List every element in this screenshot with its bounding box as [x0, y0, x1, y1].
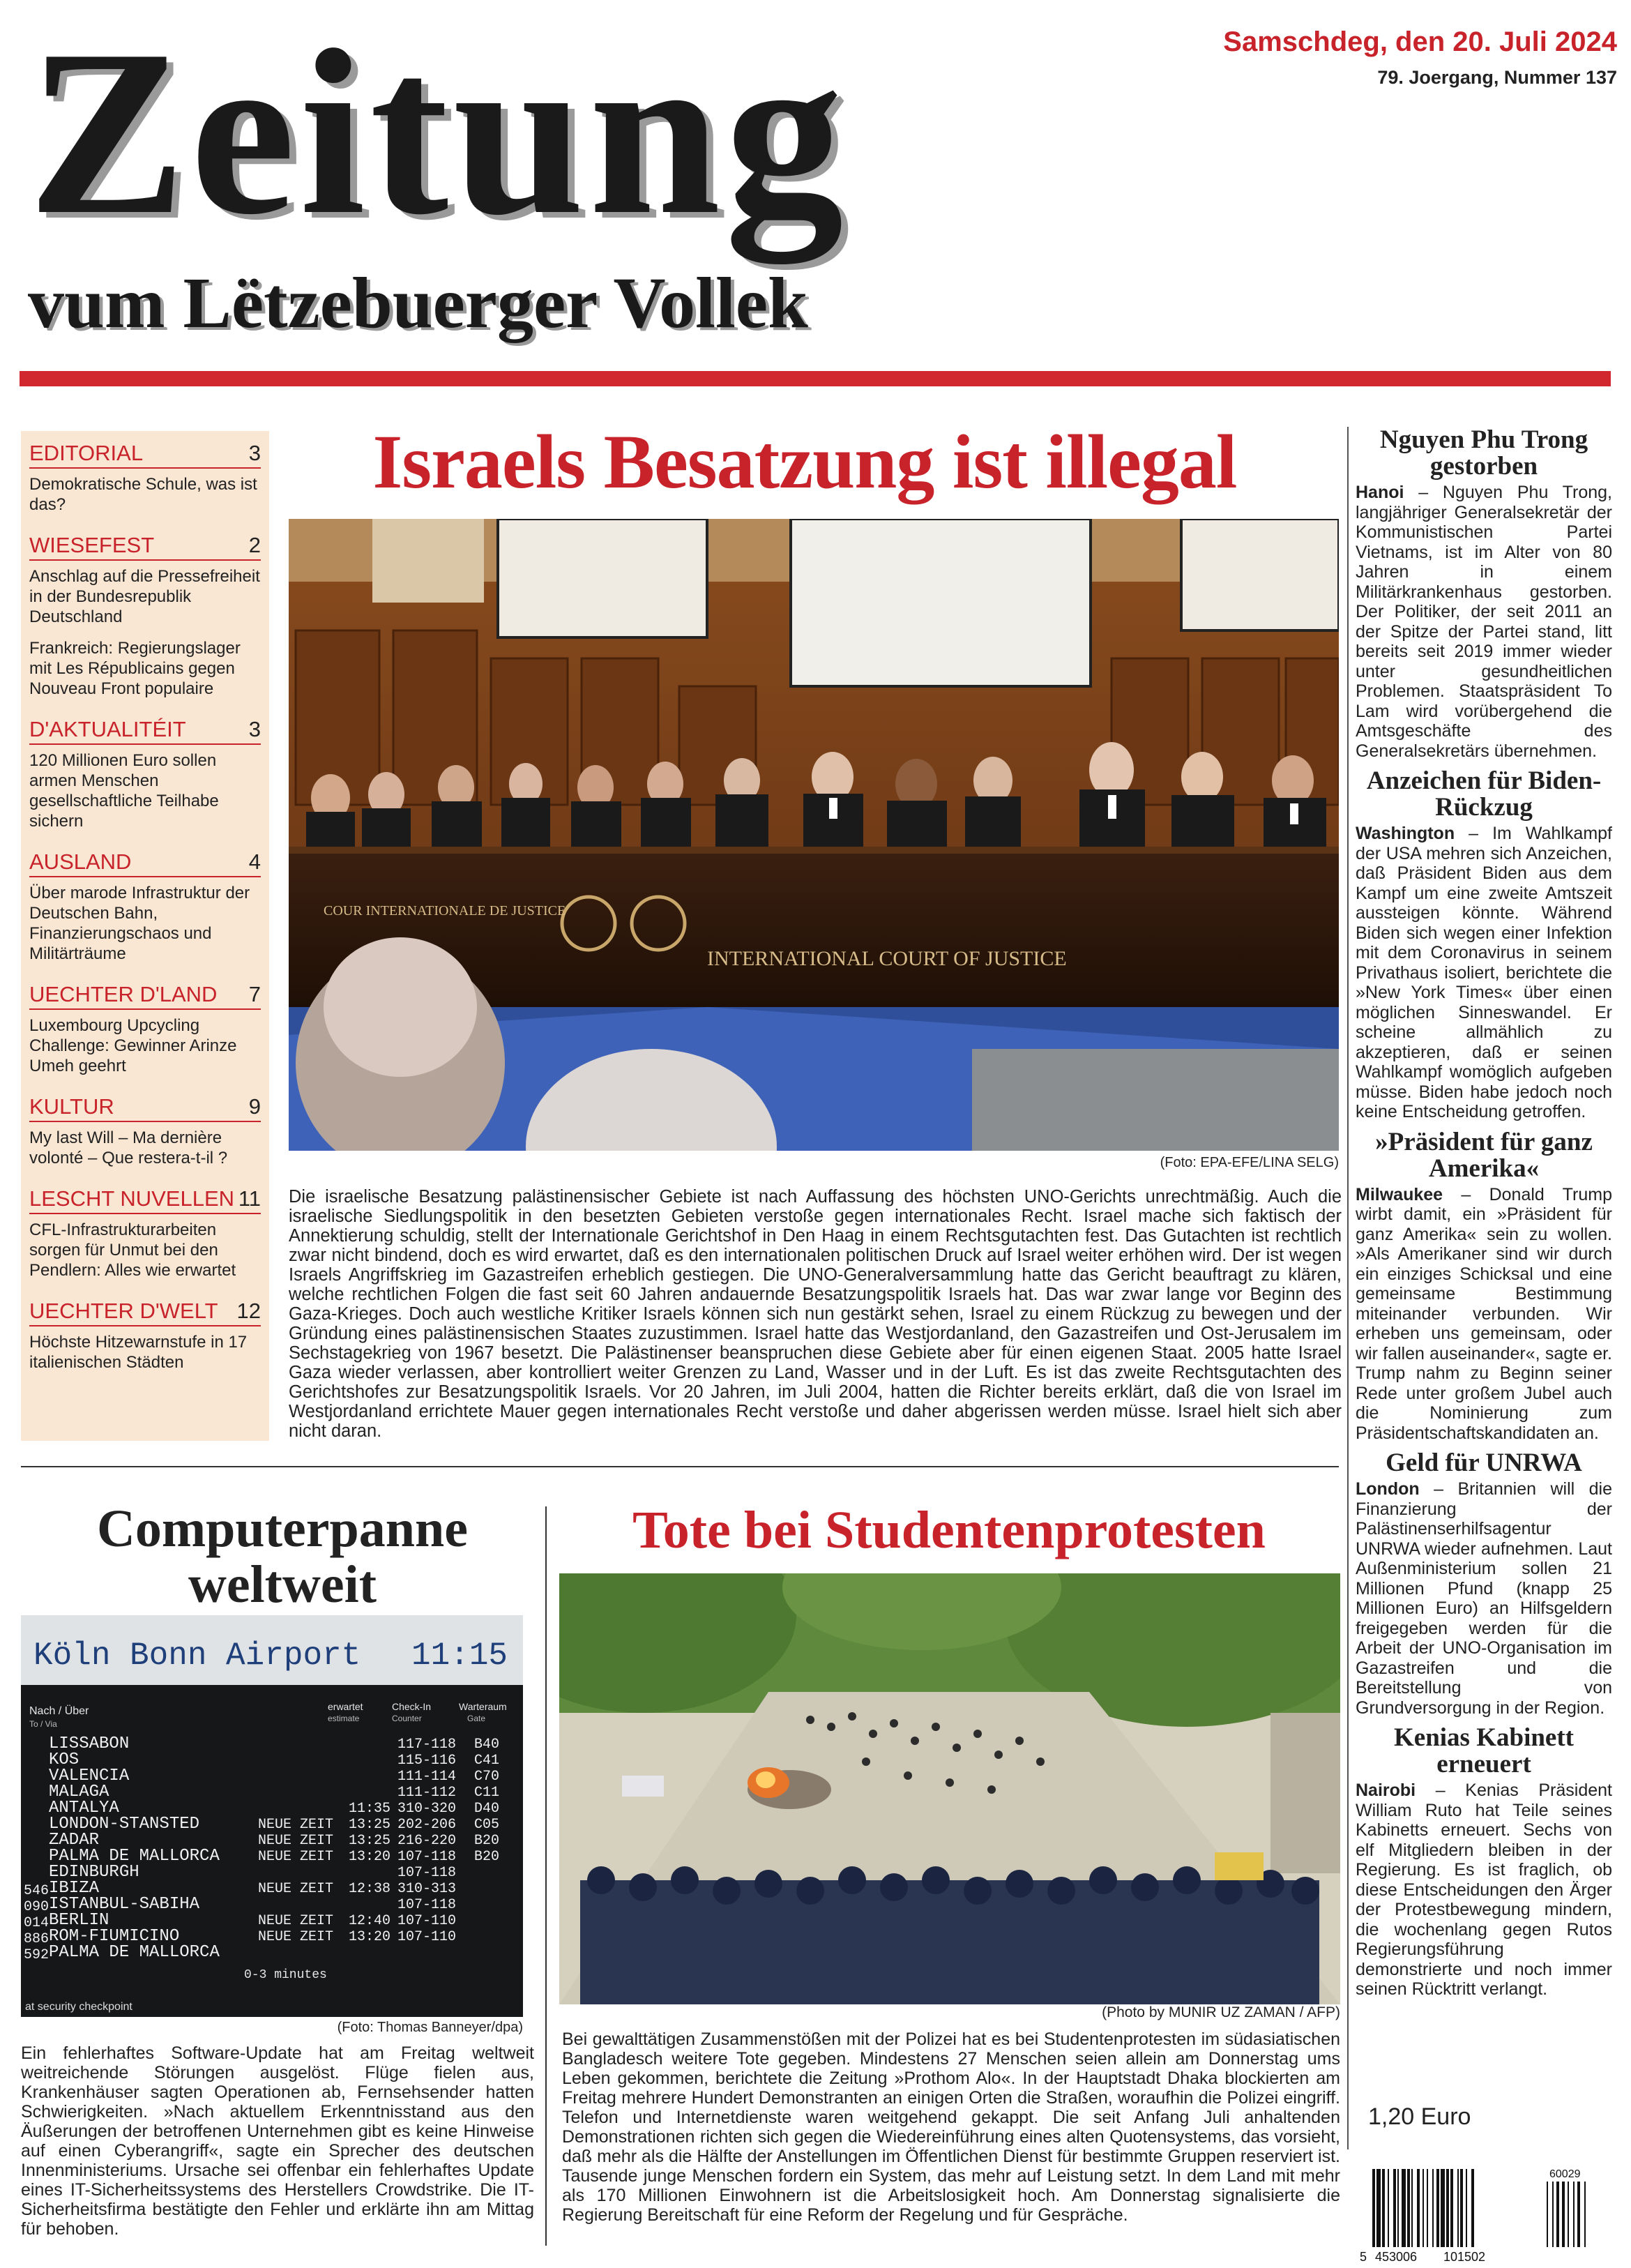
barcode-addon-bar	[1552, 2182, 1554, 2247]
board-counter: 216-220	[397, 1833, 457, 1849]
board-gate: C70	[474, 1769, 500, 1785]
barcode-bar	[1423, 2169, 1424, 2247]
barcode-bar	[1466, 2169, 1467, 2247]
toc-item: Höchste Hitzewarnstufe in 17 italienischen Städten	[29, 1333, 248, 1372]
news-briefs-column	[1356, 427, 1612, 2006]
barcode-bar	[1432, 2169, 1434, 2247]
board-counter: 115-116	[397, 1753, 457, 1769]
barcode-addon-bar	[1562, 2182, 1565, 2247]
barcode-bar	[1457, 2169, 1459, 2247]
brief-headline: Nguyen Phu Trong gestorben	[1379, 425, 1588, 481]
board-new-time: 13:20	[349, 1849, 391, 1865]
board-flight-number: 090	[24, 1899, 50, 1915]
barcode-bar	[1460, 2169, 1463, 2247]
board-counter: 107-118	[397, 1897, 457, 1913]
toc-item: Demokratische Schule, was ist das?	[29, 475, 257, 514]
lead-photo-credit: (Foto: EPA-EFE/LINA SELG)	[1160, 1155, 1339, 1170]
courtroom-illustration	[289, 519, 1339, 1151]
board-counter: 202-206	[397, 1817, 457, 1833]
issue-date: Samschdeg, den 20. Juli 2024	[1223, 27, 1617, 57]
toc-section-name: LESCHT NUVELLEN	[29, 1186, 235, 1211]
barcode-bar	[1388, 2169, 1389, 2247]
news-brief	[1356, 1450, 1612, 1718]
toc-section	[29, 849, 261, 964]
computer-body-text: Ein fehlerhaftes Software-Update hat am Freitag weltweit weitreichende Störungen ausgelöst. Flüge fielen aus, Krankenhäuser sagten Operationen ab, Fernsehsender hatten Schwierigkeiten. »Nach aktuellem Erkenntnisstand aus den Äußerungen der betroffenen Unternehmen gibt es keine Hinweise auf einen Cyberangriff«, sagte ein Sprecher des deutschen Innenministeriums. Ursache sei offenbar ein fehlerhaftes Update eines IT-Sicherheitssystems des Herstellers Crowdstrike. Die IT-Sicherheitsfirma bestätigte den Fehler und erklärte ihn am Mittag für behoben.	[21, 2043, 534, 2239]
board-flight-number: 014	[24, 1915, 50, 1931]
airport-board-photo	[21, 1615, 523, 2017]
toc-section-name: EDITORIAL	[29, 441, 144, 465]
board-new-time: 12:38	[349, 1881, 391, 1897]
barcode-first-digit: 5	[1360, 2250, 1367, 2264]
lead-headline: Israels Besatzung ist illegal	[372, 419, 1237, 504]
board-gate: C05	[474, 1817, 500, 1833]
brief-text: – Nguyen Phu Trong, langjähriger Generalsekretär der Kommunistischen Partei Vietnams, ist im Alter von 80 Jahren in einem Militärkrankenhaus gestorben. Der Politiker, der seit 2011 an der Spitze der Partei stand, litt bereits seit 2019 immer wieder unter gesundheitlichen Problemen. Staatspräsident To Lam wird vorübergehend die Amtsgeschäfte des Generalsekretärs übernehmen.	[1356, 483, 1612, 761]
toc-section-header	[29, 441, 261, 469]
barcode-bar	[1393, 2169, 1396, 2247]
barcode-bar	[1436, 2169, 1439, 2247]
barcode-left-digits: 453006	[1375, 2250, 1418, 2264]
board-col-counter: Counter	[392, 1714, 422, 1723]
board-gate: B40	[474, 1737, 500, 1753]
toc-section-name: KULTUR	[29, 1094, 114, 1119]
barcode-addon-bar	[1568, 2182, 1569, 2247]
board-destination: VALENCIA	[49, 1767, 130, 1785]
toc-item: 120 Millionen Euro sollen armen Menschen gesellschaftliche Teilhabe sichern	[29, 751, 219, 831]
brief-dateline: London	[1356, 1479, 1420, 1499]
board-col-expected: erwartet	[328, 1701, 363, 1712]
board-destination: ZADAR	[49, 1831, 100, 1850]
barcode-bar	[1450, 2169, 1453, 2247]
board-new-time: 13:25	[349, 1833, 391, 1849]
barcode-addon-bar	[1556, 2182, 1559, 2247]
lead-photo-icj	[289, 519, 1339, 1151]
toc-section-header	[29, 849, 261, 877]
board-counter: 107-110	[397, 1929, 457, 1945]
board-airport-name: Köln Bonn Airport	[33, 1638, 361, 1674]
toc-section-name: UECHTER D'LAND	[29, 982, 218, 1006]
brief-headline: Anzeichen für Biden-Rückzug	[1366, 766, 1602, 822]
board-new-time: 13:25	[349, 1817, 391, 1833]
toc-item: My last Will – Ma dernière volonté – Que restera-t-il ?	[29, 1128, 228, 1167]
board-destination: PALMA DE MALLORCA	[49, 1847, 220, 1866]
board-destination: EDINBURGH	[49, 1863, 139, 1882]
ean-barcode	[1360, 2168, 1601, 2264]
toc-section-name: D'AKTUALITÉIT	[29, 717, 186, 741]
toc-section	[29, 1094, 261, 1168]
toc-item: Über marode Infrastruktur der Deutschen Bahn, Finanzierungschaos und Militärträume	[29, 884, 250, 963]
toc-section-header	[29, 1299, 261, 1326]
board-footer: at security checkpoint	[25, 2001, 132, 2013]
barcode-bar	[1397, 2169, 1399, 2247]
barcode-bar	[1376, 2169, 1381, 2247]
departure-board	[21, 1615, 523, 2017]
toc-section-name: AUSLAND	[29, 849, 132, 874]
board-destination: KOS	[49, 1751, 79, 1769]
board-counter: 310-320	[397, 1801, 457, 1817]
board-col-waiting: Warteraum	[459, 1701, 507, 1712]
board-flight-number: 886	[24, 1931, 50, 1947]
board-clock: 11:15	[411, 1638, 508, 1674]
toc-section	[29, 533, 261, 699]
board-gate: D40	[474, 1801, 500, 1817]
board-destination: BERLIN	[49, 1911, 109, 1930]
board-status: NEUE ZEIT	[258, 1881, 334, 1897]
brief-dateline: Nairobi	[1356, 1781, 1416, 1800]
board-col-estimate: estimate	[328, 1714, 360, 1723]
brief-headline: Geld für UNRWA	[1386, 1449, 1582, 1477]
toc-page-number: 3	[248, 717, 261, 741]
brief-text: – Britannien will die Finanzierung der Palästinenserhilfsagentur UNRWA wieder aufnehmen. Laut Außenministerium sollen 21 Millionen Pfund (knapp 25 Millionen Euro) an Hilfsgeldern freigegeben werden für die Arbeit der UNO-Organisation im Gazastreifen und die Bereitstellung von Grundversorgung in der Region.	[1356, 1479, 1612, 1718]
board-col-via: To / Via	[29, 1719, 57, 1729]
toc-section	[29, 982, 261, 1076]
brief-dateline: Hanoi	[1356, 483, 1404, 502]
board-destination: LISSABON	[49, 1734, 130, 1753]
toc-page-number: 9	[248, 1094, 261, 1119]
board-status: NEUE ZEIT	[258, 1817, 334, 1833]
news-brief	[1356, 1129, 1612, 1444]
board-destination: ROM-FIUMICINO	[49, 1927, 180, 1946]
board-destination: IBIZA	[49, 1879, 100, 1898]
board-counter: 111-114	[397, 1769, 457, 1785]
barcode-right-digits: 101502	[1443, 2250, 1486, 2264]
board-counter: 310-313	[397, 1881, 457, 1897]
toc-page-number: 4	[248, 849, 261, 874]
toc-item: CFL-Infrastrukturarbeiten sorgen für Unmut bei den Pendlern: Alles wie erwartet	[29, 1220, 236, 1280]
barcode-addon-bar	[1577, 2182, 1580, 2247]
toc-section	[29, 441, 261, 515]
board-col-checkin: Check-In	[392, 1701, 432, 1712]
toc-section-header	[29, 1186, 261, 1214]
toc-section	[29, 1299, 261, 1373]
toc-page-number: 7	[248, 982, 261, 1006]
board-col-destination: Nach / Über	[29, 1705, 89, 1717]
toc-section	[29, 717, 261, 831]
brief-text: – Donald Trump wirbt damit, ein »Präsident für ganz Amerika« sein zu wollen. »Als Amerikaner sind wir durch ein einziges Schicksal und eine gemeinsame Bestimmung miteinander verbunden. Wir erheben uns gemeinsam, oder wir fallen auseinander«, sagte er. Trump nahm zu Beginn seiner Rede unter großem Jubel auch die Nominierung zum Präsidentschaftskandidaten an.	[1356, 1184, 1612, 1443]
barcode-addon-bar	[1584, 2182, 1586, 2247]
barcode-bar	[1417, 2169, 1420, 2247]
barcode-addon-bar	[1547, 2182, 1548, 2247]
barcode	[1360, 2168, 1601, 2264]
board-counter: 107-118	[397, 1865, 457, 1881]
board-col-gate: Gate	[467, 1714, 486, 1723]
protests-body-text: Bei gewalttätigen Zusammenstößen mit der Polizei hat es bei Studentenprotesten im südasiatischen Bangladesch weitere Tote gegeben. Mindestens 27 Menschen seien allein am Donnerstag ums Leben gekommen, berichtete die Zeitung »Prothom Alo«. In der Hauptstadt Dhaka blockierten am Freitag mehrere Hundert Demonstranten an einigen Orten die Straßen, woraufhin die Polizei eingriff. Telefon und Internetdienste waren weitgehend gekappt. Die seit Anfang Juli anhaltenden Demonstrationen richten sich gegen die Wiedereinführung eines alten Quotensystems, das vorsieht, daß mehr als die Hälfte der Anstellungen im Öffentlichen Dienst für bestimmte Gruppen reserviert ist. Tausende junge Menschen fordern ein System, das mehr auf Leistung setzt. In dem Land mit mehr als 170 Millionen Einwohnern ist die Arbeitslosigkeit hoch. Am Donnerstag signalisierte die Regierung Bereitschaft für eine Reform der Regelung und für Gespräche.	[562, 2029, 1340, 2225]
board-status: NEUE ZEIT	[258, 1929, 334, 1945]
board-counter: 107-110	[397, 1913, 457, 1929]
barcode-bar	[1427, 2169, 1428, 2247]
street-protest-illustration	[559, 1573, 1340, 2004]
toc-section-header	[29, 1094, 261, 1122]
toc-page-number: 11	[238, 1186, 261, 1211]
barcode-addon-digits: 60029	[1549, 2168, 1581, 2180]
board-new-time: 11:35	[349, 1801, 391, 1817]
court-sign-fr: COUR INTERNATIONALE DE JUSTICE	[324, 903, 566, 918]
board-status: NEUE ZEIT	[258, 1913, 334, 1929]
brief-body	[1356, 1185, 1612, 1444]
board-counter: 111-112	[397, 1785, 457, 1801]
masthead-rule	[20, 371, 1611, 386]
news-brief	[1356, 768, 1612, 1122]
table-of-contents	[21, 431, 269, 1441]
brief-dateline: Milwaukee	[1356, 1184, 1443, 1204]
barcode-addon-bar	[1573, 2182, 1575, 2247]
board-status: NEUE ZEIT	[258, 1833, 334, 1849]
barcode-bar	[1382, 2169, 1385, 2247]
masthead-title: Zeitung	[28, 1, 848, 264]
protests-photo-credit: (Photo by MUNIR UZ ZAMAN / AFP)	[1102, 2004, 1340, 2020]
board-gate: B20	[474, 1833, 500, 1849]
protests-headline: Tote bei Studentenprotesten	[632, 1501, 1266, 1559]
lead-body-text: Die israelische Besatzung palästinensischer Gebiete ist nach Auffassung des höchsten UNO-Gerichts unrechtmäßig. Auch die israelische Siedlungspolitik in den besetzten Gebieten verstoße gegen internationales Recht. Israel mache sich faktisch der Annektierung schuldig, stellt der Internationale Gerichtshof in Den Haag in einem Rechtsgutachten fest. Das Gutachten ist rechtlich zwar nicht bindend, doch es wird erwartet, daß es den internationalen politischen Druck auf Israel weiter erhöhen wird. Der ist wegen Israels Angriffskrieg im Gazastreifen erheblich gestiegen. Die UNO-Generalversammlung hatte das Gericht beauftragt zu klären, welche rechtlichen Folgen die fast seit 60 Jahren andauernde Besatzungspolitik Israels hat. Das war zwar lange vor Beginn des Gaza-Krieges. Doch auch westliche Kritiker Israels können sich nun gestärkt sehen, Israel zu einem Rückzug zu bewegen und der Gründung eines palästinensischen Staates zuzustimmen. Israel hatte das Westjordanland, den Gazastreifen und Ost-Jerusalem im Sechstagekrieg von 1967 besetzt. Die Palästinenser beanspruchen diese Gebiete aber für einen eigenen Staat. 2005 hatte Israel Gaza wieder verlassen, aber kontrolliert weiter Grenzen zu Land, Wasser und in der Luft. Es ist das zweite Rechtsgutachten des Gerichtshofes zur Besatzungspolitik Israels. Vor 20 Jahren, im Juli 2004, hatten die Richter bereits erklärt, daß die von Israel im Westjordanland errichtete Mauer gegen internationales Recht verstoße und daher abgerissen werden müsse. Israel hielt sich aber nicht daran.	[289, 1187, 1342, 1441]
board-gate: C41	[474, 1753, 500, 1769]
board-new-time: 13:20	[349, 1929, 391, 1945]
toc-page-number: 3	[248, 441, 261, 465]
board-destination: PALMA DE MALLORCA	[49, 1943, 220, 1962]
toc-page-number: 2	[248, 533, 261, 557]
brief-headline: Kenias Kabinett erneuert	[1394, 1723, 1574, 1778]
barcode-bar	[1402, 2169, 1406, 2247]
board-destination: ISTANBUL-SABIHA	[49, 1895, 200, 1914]
protests-photo	[559, 1573, 1340, 2004]
news-brief	[1356, 1725, 1612, 1999]
board-new-time: 12:40	[349, 1913, 391, 1929]
toc-section-header	[29, 533, 261, 561]
board-flight-number: 546	[24, 1883, 50, 1899]
column-divider	[545, 1506, 547, 2246]
brief-text: – Im Wahlkampf der USA mehren sich Anzeichen, daß Präsident Biden aus dem Kampf um eine zweite Amtszeit aussteigen könnte. Während Biden sich wegen einer Infektion mit dem Coronavirus in seinem Privathaus isoliert, berichtete die »New York Times« über einen möglichen Sinneswandel. Er scheine allmählich zu akzeptieren, daß er seinen Wahlkampf womöglich aufgeben müsse. Biden habe jedoch noch keine Entscheidung getroffen.	[1356, 824, 1612, 1121]
toc-page-number: 12	[236, 1299, 261, 1323]
toc-section-header	[29, 717, 261, 745]
barcode-bar	[1407, 2169, 1410, 2247]
barcode-bar	[1441, 2169, 1445, 2247]
computer-headline: Computerpanne weltweit	[96, 1499, 469, 1614]
barcode-bar	[1372, 2169, 1375, 2247]
right-column-rule	[1347, 427, 1349, 2149]
section-divider	[21, 1466, 1339, 1467]
cover-price: 1,20 Euro	[1368, 2103, 1471, 2130]
news-brief	[1356, 427, 1612, 761]
board-wait-note: 0-3 minutes	[244, 1968, 327, 1982]
computer-photo-credit: (Foto: Thomas Banneyer/dpa)	[337, 2020, 523, 2035]
toc-section-name: WIESEFEST	[29, 533, 155, 557]
brief-body	[1356, 483, 1612, 761]
issue-number: 79. Joergang, Nummer 137	[1377, 67, 1617, 88]
masthead-subtitle: vum Lëtzebuerger Vollek	[28, 263, 808, 343]
board-counter: 107-118	[397, 1849, 457, 1865]
board-gate: C11	[474, 1785, 500, 1801]
barcode-bar	[1471, 2169, 1474, 2247]
toc-section	[29, 1186, 261, 1280]
court-sign-en: INTERNATIONAL COURT OF JUSTICE	[707, 947, 1067, 970]
toc-item: Anschlag auf die Pressefreiheit in der Bundesrepublik Deutschland	[29, 567, 260, 626]
brief-text: – Kenias Präsident William Ruto hat Teile seines Kabinetts erneuert. Sechs von elf Mitgliedern bleiben in der Regierung. Es ist fraglich, ob diese Entscheidungen den Ärger der Protestbewegung mindern, die wochenlang gegen Rutos Regierungsführung demonstrierte und noch immer seinen Rücktritt verlangt.	[1356, 1781, 1612, 1999]
board-gate: B20	[474, 1849, 500, 1865]
board-flight-number: 592	[24, 1947, 50, 1963]
board-destination: LONDON-STANSTED	[49, 1815, 200, 1834]
barcode-bar	[1446, 2169, 1449, 2247]
toc-section-header	[29, 982, 261, 1010]
brief-dateline: Washington	[1356, 824, 1455, 843]
board-destination: ANTALYA	[49, 1799, 119, 1817]
brief-body	[1356, 1479, 1612, 1718]
board-destination: MALAGA	[49, 1783, 109, 1801]
brief-headline: »Präsident für ganz Amerika«	[1375, 1127, 1593, 1183]
toc-section-name: UECHTER D'WELT	[29, 1299, 218, 1323]
brief-body	[1356, 1781, 1612, 1999]
board-status: NEUE ZEIT	[258, 1849, 334, 1865]
board-counter: 117-118	[397, 1737, 457, 1753]
toc-item: Luxembourg Upcycling Challenge: Gewinner Arinze Umeh geehrt	[29, 1016, 237, 1075]
brief-body	[1356, 824, 1612, 1122]
toc-item: Frankreich: Regierungslager mit Les Républicains gegen Nouveau Front populaire	[29, 639, 241, 698]
barcode-bar	[1411, 2169, 1413, 2247]
